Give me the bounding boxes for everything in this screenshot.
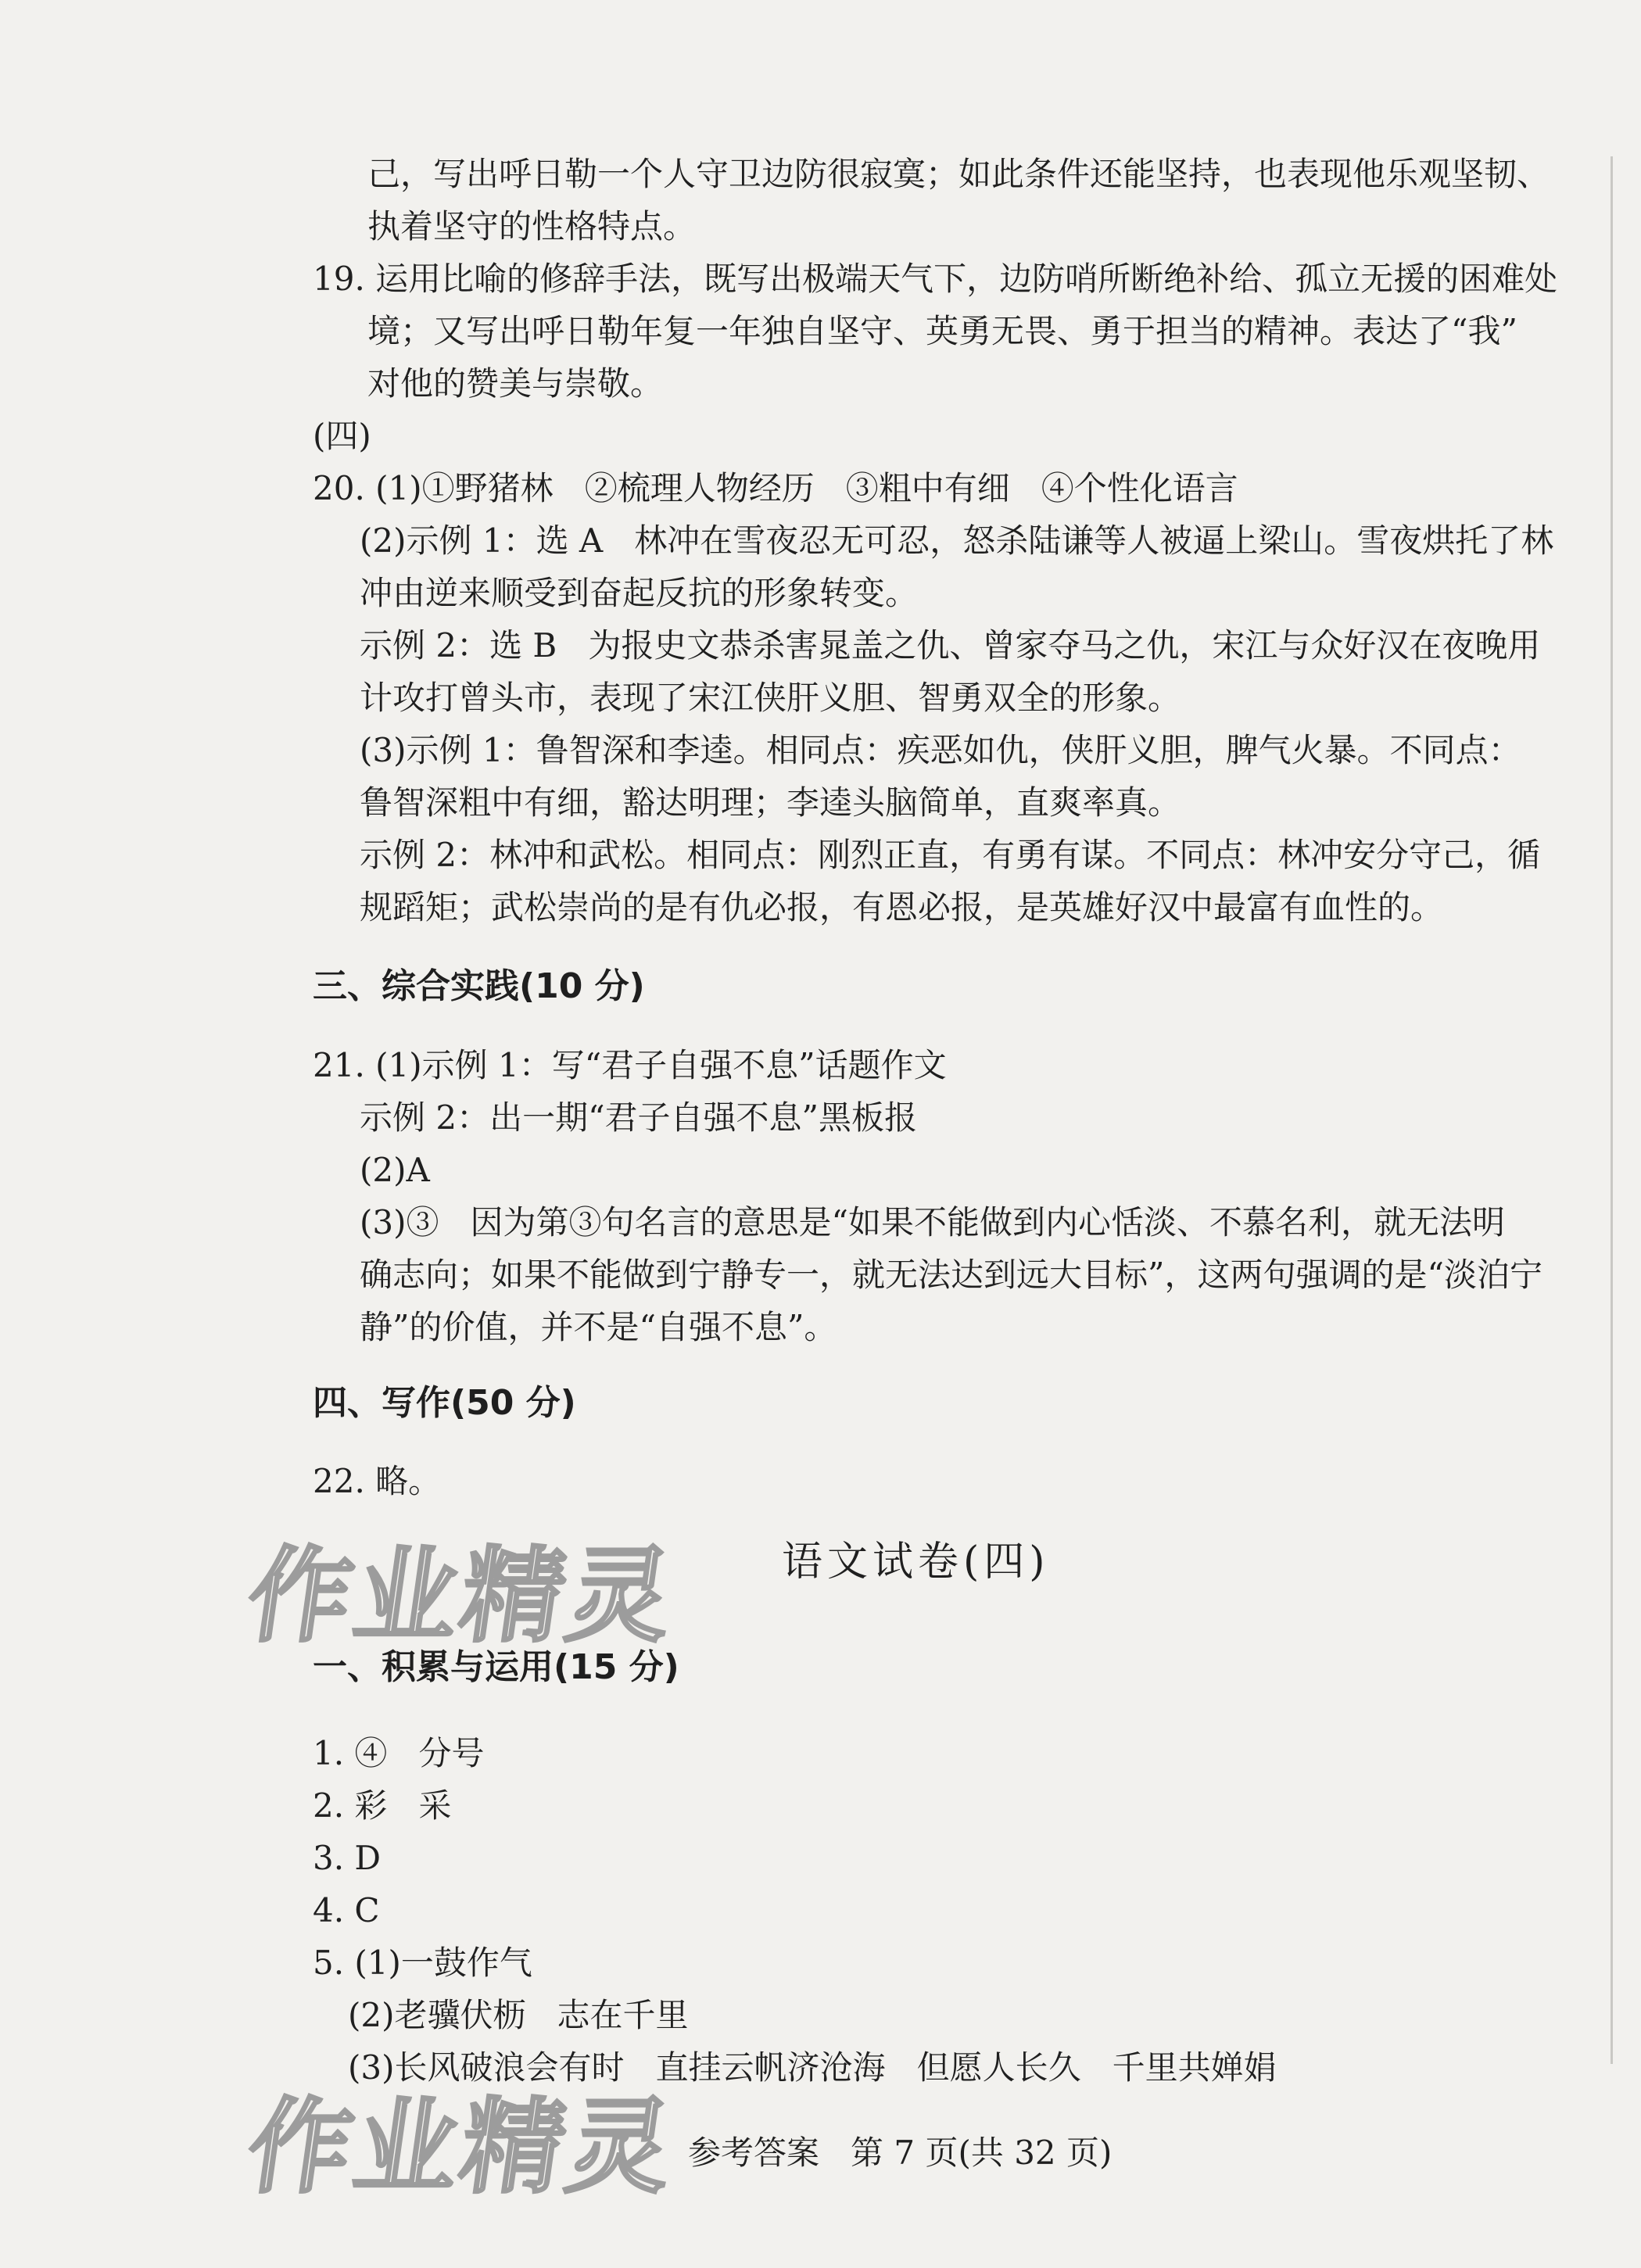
watermark-logo: 作业精灵 <box>240 1536 683 1657</box>
answer-5: 5. (1)一鼓作气 <box>313 1944 532 1982</box>
section-heading-1: 一、积累与运用(15 分) <box>313 1647 679 1687</box>
right-edge-rule <box>1611 156 1613 2064</box>
text-line: 示例 2：出一期“君子自强不息”黑板报 <box>360 1098 918 1137</box>
answer-2: 2. 彩 采 <box>313 1786 452 1825</box>
text-line: 境；又写出呼日勒年复一年独自坚守、英勇无畏、勇于担当的精神。表达了“我” <box>367 312 1517 350</box>
text-line: 示例 2：选 B 为报史文恭杀害晁盖之仇、曾家夺马之仇，宋江与众好汉在夜晚用 <box>360 626 1541 665</box>
section-heading-4: 四、写作(50 分) <box>313 1383 576 1423</box>
text-line: 确志向；如果不能做到宁静专一，就无法达到远大目标”，这两句强调的是“淡泊宁 <box>360 1256 1542 1294</box>
text-line: 冲由逆来顺受到奋起反抗的形象转变。 <box>360 574 919 612</box>
exam-title: 语文试卷(四) <box>782 1539 1050 1585</box>
text-line: 静”的价值，并不是“自强不息”。 <box>360 1308 837 1346</box>
text-line: (2)A <box>360 1151 430 1189</box>
text-line: (3)示例 1：鲁智深和李逵。相同点：疾恶如仇，侠肝义胆，脾气火暴。不同点： <box>360 731 1521 769</box>
text-line: 计攻打曾头市，表现了宋江侠肝义胆、智勇双全的形象。 <box>360 679 1181 717</box>
answer-22: 22. 略。 <box>313 1462 442 1500</box>
text-line: 执着坚守的性格特点。 <box>367 207 697 245</box>
answer-21: 21. (1)示例 1：写“君子自强不息”话题作文 <box>313 1046 947 1084</box>
text-line: 己，写出呼日勒一个人守卫边防很寂寞；如此条件还能坚持，也表现他乐观坚韧、 <box>367 155 1550 193</box>
answer-3: 3. D <box>313 1839 382 1877</box>
text-line: (2)示例 1：选 A 林冲在雪夜忍无可忍，怒杀陆谦等人被逼上梁山。雪夜烘托了林 <box>360 521 1554 560</box>
watermark-logo: 作业精灵 <box>240 2087 683 2208</box>
text-line: 对他的赞美与崇敬。 <box>367 364 664 403</box>
text-line: (2)老骥伏枥 志在千里 <box>348 1996 689 2034</box>
answer-1: 1. ④ 分号 <box>313 1734 485 1772</box>
text-line: (3)③ 因为第③句名言的意思是“如果不能做到内心恬淡、不慕名利，就无法明 <box>360 1203 1506 1241</box>
answer-4: 4. C <box>313 1891 380 1929</box>
answer-20: 20. (1)①野猪林 ②梳理人物经历 ③粗中有细 ④个性化语言 <box>313 469 1238 507</box>
page-footer: 参考答案 第 7 页(共 32 页) <box>688 2134 1113 2172</box>
text-line: 规蹈矩；武松崇尚的是有仇必报，有恩必报，是英雄好汉中最富有血性的。 <box>360 888 1444 926</box>
answer-19: 19. 运用比喻的修辞手法，既写出极端天气下，边防哨所断绝补给、孤立无援的困难处 <box>313 260 1558 298</box>
section-marker: (四) <box>313 417 371 455</box>
text-line: (3)长风破浪会有时 直挂云帆济沧海 但愿人长久 千里共婵娟 <box>348 2048 1277 2087</box>
text-line: 示例 2：林冲和武松。相同点：刚烈正直，有勇有谋。不同点：林冲安分守己，循 <box>360 836 1541 874</box>
text-line: 鲁智深粗中有细，豁达明理；李逵头脑简单，直爽率真。 <box>360 783 1181 822</box>
section-heading-3: 三、综合实践(10 分) <box>313 966 645 1006</box>
